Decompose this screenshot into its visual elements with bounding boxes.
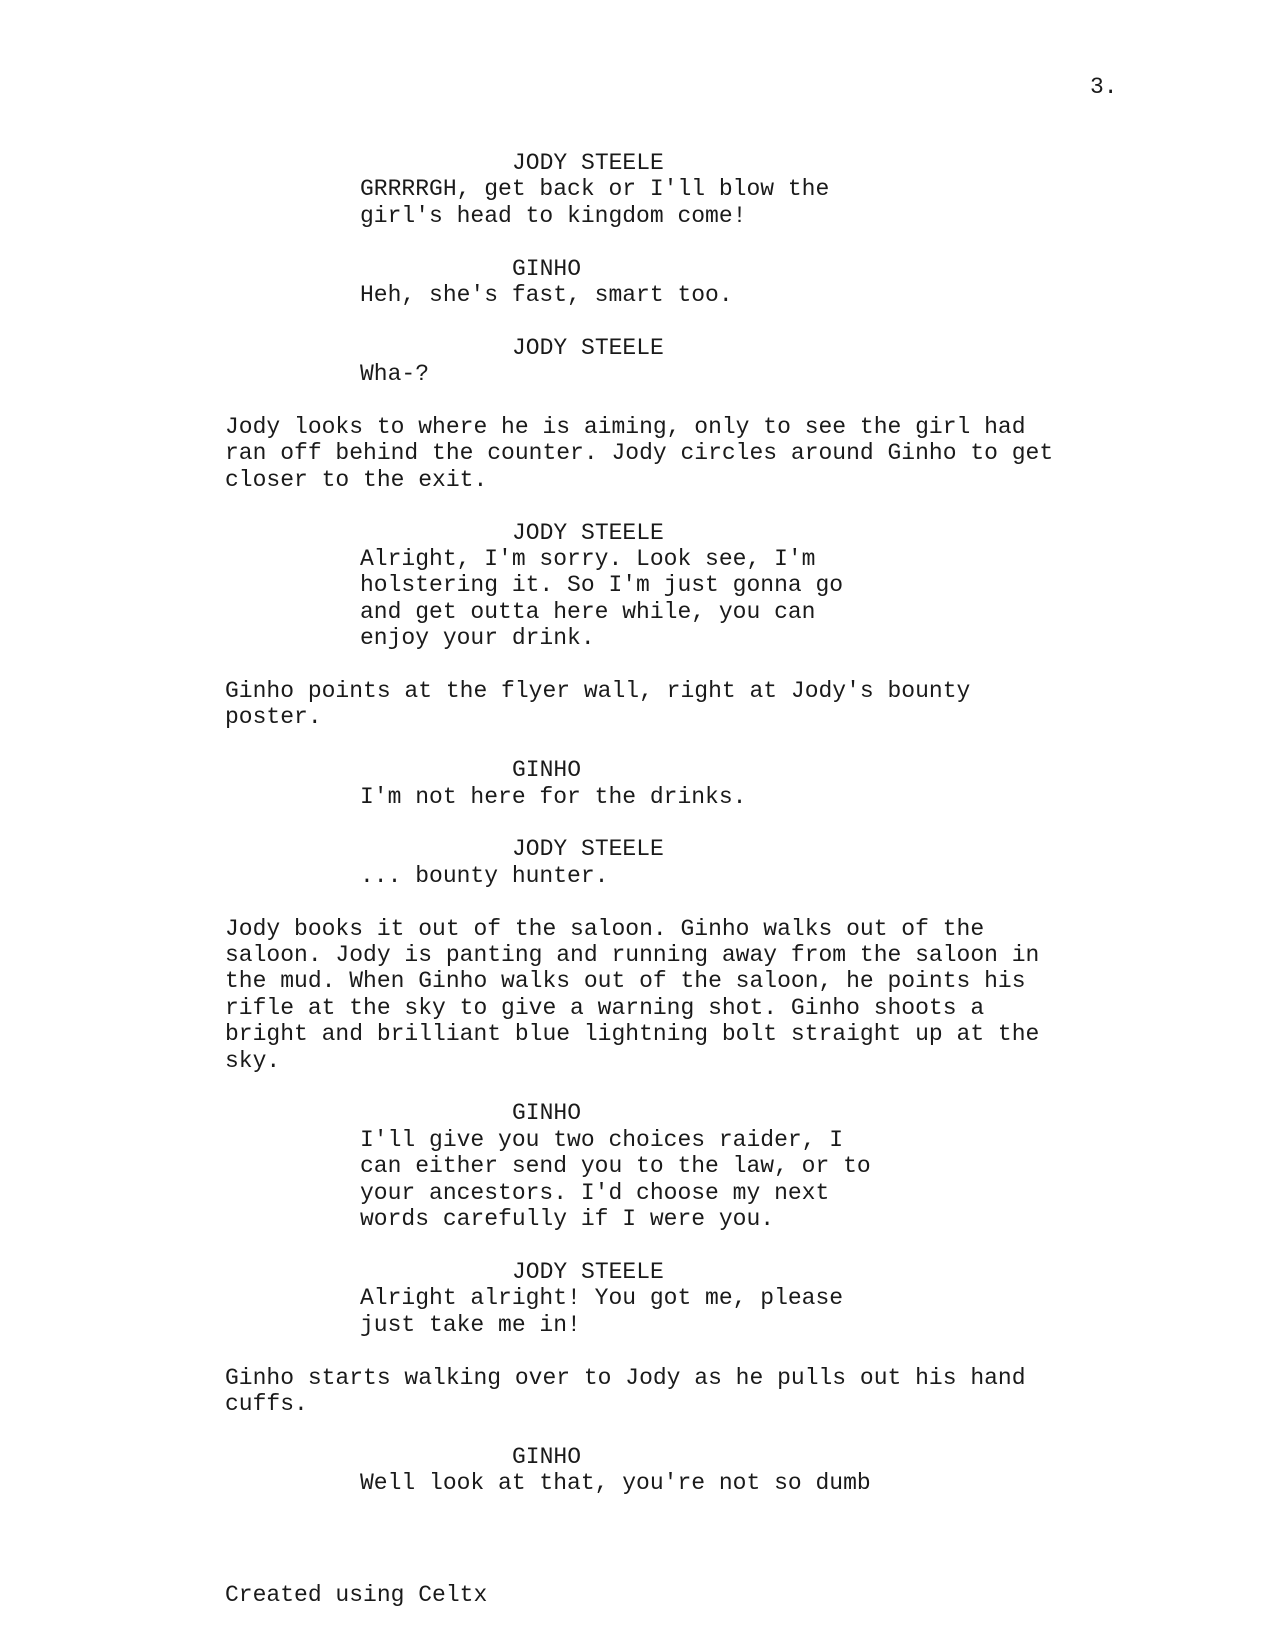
footer-credit: Created using Celtx bbox=[225, 1582, 488, 1608]
dialogue-line: just take me in! bbox=[360, 1311, 581, 1338]
dialogue-block bbox=[225, 1444, 1145, 1497]
dialogue-block bbox=[225, 150, 1145, 229]
dialogue-line: Heh, she's fast, smart too. bbox=[360, 282, 733, 309]
action-line: Ginho points at the flyer wall, right at Jody's bounty bbox=[225, 678, 971, 705]
action-line: ran off behind the counter. Jody circles around Ginho to get bbox=[225, 440, 1054, 467]
dialogue-line: Alright alright! You got me, please bbox=[360, 1285, 844, 1312]
dialogue-block bbox=[225, 836, 1145, 889]
dialogue-line: girl's head to kingdom come! bbox=[360, 202, 747, 229]
dialogue-line: I'll give you two choices raider, I bbox=[360, 1126, 844, 1153]
script-body bbox=[225, 150, 1145, 1523]
dialogue-line: GRRRRGH, get back or I'll blow the bbox=[360, 176, 830, 203]
action-block bbox=[225, 678, 1145, 731]
action-line: saloon. Jody is panting and running away from the saloon in bbox=[225, 942, 1040, 969]
dialogue-line: words carefully if I were you. bbox=[360, 1206, 775, 1233]
dialogue-line: and get outta here while, you can bbox=[360, 598, 816, 625]
dialogue-line: your ancestors. I'd choose my next bbox=[360, 1179, 830, 1206]
character-name: GINHO bbox=[512, 255, 582, 282]
dialogue-block bbox=[225, 1259, 1145, 1338]
action-line: the mud. When Ginho walks out of the saloon, he points his bbox=[225, 968, 1026, 995]
action-line: rifle at the sky to give a warning shot. Ginho shoots a bbox=[225, 994, 985, 1021]
page-number: 3. bbox=[1090, 74, 1118, 100]
dialogue-block bbox=[225, 1100, 1145, 1232]
action-line: Ginho starts walking over to Jody as he pulls out his hand bbox=[225, 1364, 1026, 1391]
character-name: GINHO bbox=[512, 1443, 582, 1470]
dialogue-line: Alright, I'm sorry. Look see, I'm bbox=[360, 546, 816, 573]
dialogue-line: can either send you to the law, or to bbox=[360, 1153, 871, 1180]
character-name: JODY STEELE bbox=[512, 150, 664, 176]
character-name: JODY STEELE bbox=[512, 1258, 664, 1285]
action-block bbox=[225, 414, 1145, 493]
dialogue-block bbox=[225, 256, 1145, 309]
action-line: closer to the exit. bbox=[225, 466, 488, 493]
dialogue-line: holstering it. So I'm just gonna go bbox=[360, 572, 844, 599]
dialogue-block bbox=[225, 520, 1145, 652]
dialogue-line: ... bounty hunter. bbox=[360, 862, 609, 889]
dialogue-line: I'm not here for the drinks. bbox=[360, 783, 747, 810]
action-line: poster. bbox=[225, 704, 322, 731]
character-name: JODY STEELE bbox=[512, 836, 664, 863]
action-line: Jody looks to where he is aiming, only to see the girl had bbox=[225, 414, 1026, 441]
action-block bbox=[225, 1365, 1145, 1418]
character-name: GINHO bbox=[512, 757, 582, 784]
dialogue-line: enjoy your drink. bbox=[360, 625, 595, 652]
action-block bbox=[225, 916, 1145, 1074]
character-name: GINHO bbox=[512, 1100, 582, 1127]
dialogue-line: Well look at that, you're not so dumb bbox=[360, 1470, 871, 1497]
action-line: cuffs. bbox=[225, 1390, 308, 1417]
dialogue-line: Wha-? bbox=[360, 361, 430, 388]
character-name: JODY STEELE bbox=[512, 519, 664, 546]
action-line: Jody books it out of the saloon. Ginho walks out of the bbox=[225, 915, 985, 942]
action-line: sky. bbox=[225, 1047, 281, 1074]
character-name: JODY STEELE bbox=[512, 334, 664, 361]
dialogue-block bbox=[225, 335, 1145, 388]
dialogue-block bbox=[225, 757, 1145, 810]
action-line: bright and brilliant blue lightning bolt straight up at the bbox=[225, 1021, 1040, 1048]
